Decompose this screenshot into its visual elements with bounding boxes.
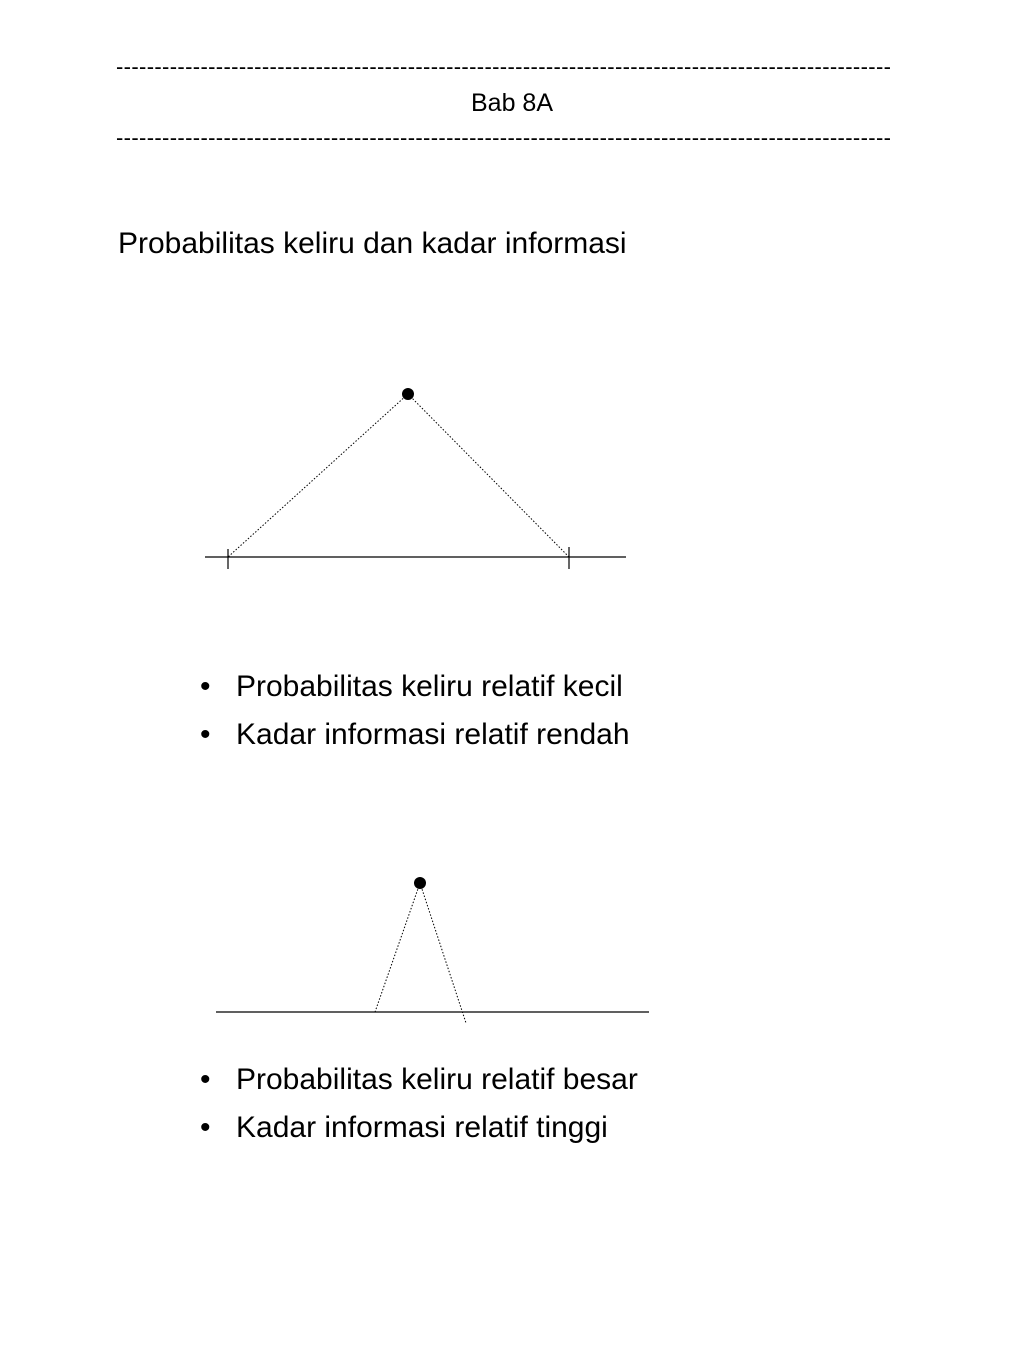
dotted-ray-right-2 — [420, 883, 466, 1023]
list-item — [200, 1104, 638, 1152]
list-item — [200, 711, 630, 759]
dotted-ray-left-1 — [228, 394, 408, 557]
list-item-text: Kadar informasi relatif tinggi — [236, 1111, 608, 1144]
list-item-text: Probabilitas keliru relatif kecil — [236, 670, 623, 703]
point-source-2 — [414, 877, 426, 889]
list-item — [200, 1056, 638, 1104]
list-item-text: Probabilitas keliru relatif besar — [236, 1063, 638, 1096]
bullet-list-1 — [200, 663, 630, 759]
page-title: Probabilitas keliru dan kadar informasi — [118, 227, 627, 260]
dotted-ray-right-1 — [408, 394, 569, 557]
narrow-interval-diagram — [216, 877, 649, 1023]
bullet-icon: • — [200, 1111, 211, 1144]
list-item — [200, 663, 630, 711]
bullet-list-2 — [200, 1056, 638, 1152]
header-rule-bottom: ----------------------------------------------------------------------------------------------------- — [116, 126, 892, 150]
bullet-icon: • — [200, 1063, 211, 1096]
chapter-label: Bab 8A — [470, 89, 553, 117]
dotted-ray-left-2 — [375, 883, 420, 1012]
point-source-1 — [402, 388, 414, 400]
bullet-icon: • — [200, 670, 211, 703]
bullet-icon: • — [200, 718, 211, 751]
header-rule-top: ----------------------------------------------------------------------------------------------------- — [116, 55, 892, 79]
wide-interval-diagram — [205, 388, 626, 569]
list-item-text: Kadar informasi relatif rendah — [236, 718, 630, 751]
